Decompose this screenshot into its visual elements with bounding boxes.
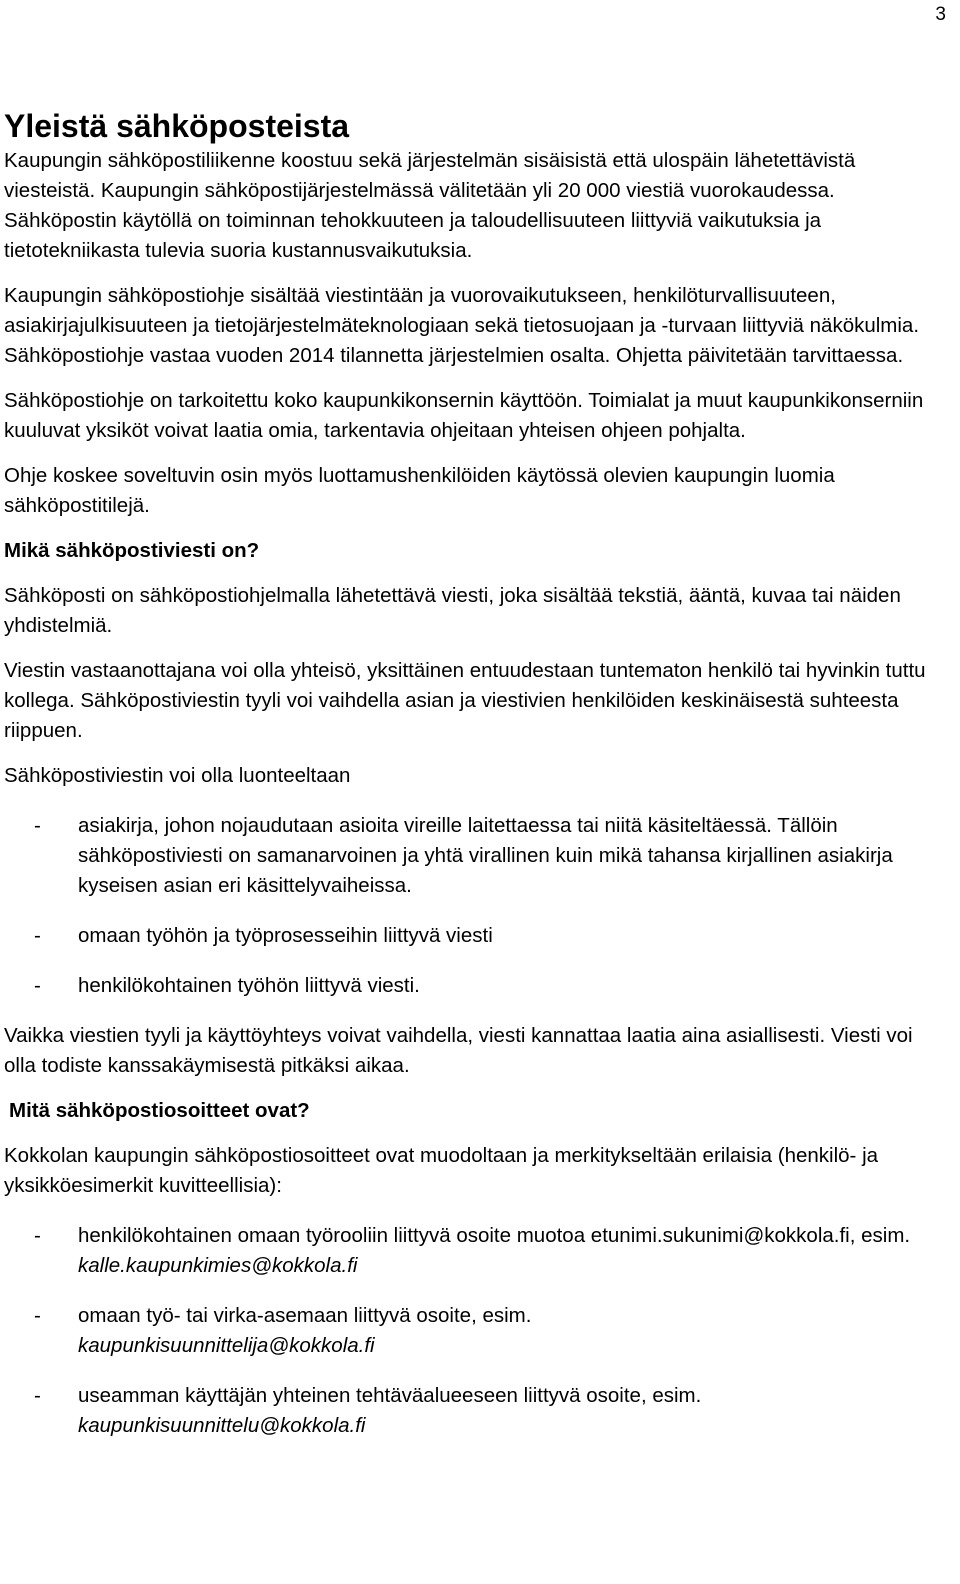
list-intro: Sähköpostiviestin voi olla luonteeltaan bbox=[4, 764, 351, 787]
recipient-paragraph: Viestin vastaanottajana voi olla yhteisö, yksittäinen entuudestaan tuntematon henkilö tai hyvinkin tuttu kollega. Sähköpostiviestin tyyli voi vaihdella asian ja viestivien henkilöiden keskinäisestä suhteesta riippuen. bbox=[4, 659, 926, 742]
list-item-text: omaan työ- tai virka-asemaan liittyvä osoite, esim. bbox=[78, 1304, 532, 1327]
list-dash: - bbox=[34, 924, 41, 947]
scope-paragraph: Kaupungin sähköpostiohje sisältää viestintään ja vuorovaikutukseen, henkilöturvallisuuteen, asiakirjajulkisuuteen ja tietojärjestelmäteknologiaan sekä tietosuojaan ja -turvaan liittyviä näkökulmia. Sähköpostiohje vastaa vuoden 2014 tilannetta järjestelmien osalta. Ohjetta päivitetään tarvittaessa. bbox=[4, 284, 920, 367]
email-example: kalle.kaupunkimies@kokkola.fi bbox=[78, 1254, 358, 1277]
trustees-paragraph: Ohje koskee soveltuvin osin myös luottamushenkilöiden käytössä olevien kaupungin luomia sähköpostitilejä. bbox=[4, 464, 835, 517]
list-dash: - bbox=[34, 1384, 41, 1407]
usage-paragraph: Sähköpostiohje on tarkoitettu koko kaupunkikonsernin käyttöön. Toimialat ja muut kaupunkikonserniin kuuluvat yksiköt voivat laatia omia, tarkentavia ohjeitaan yhteisen ohjeen pohjalta. bbox=[4, 389, 924, 442]
list-item bbox=[4, 1381, 949, 1441]
list-item-text: useamman käyttäjän yhteinen tehtäväalueeseen liittyvä osoite, esim. bbox=[78, 1384, 702, 1407]
intro-paragraph: Kaupungin sähköpostiliikenne koostuu sekä järjestelmän sisäisistä että ulospäin lähetettävistä viesteistä. Kaupungin sähköpostijärjestelmässä välitetään yli 20 000 viestiä vuorokaudessa. Sähköpostin käytöllä on toiminnan tehokkuuteen ja taloudellisuuteen liittyviä vaikutuksia ja tietotekniikasta tulevia suoria kustannusvaikutuksia. bbox=[4, 149, 856, 262]
address-list-wrap bbox=[4, 1221, 949, 1441]
email-nature-list bbox=[4, 811, 949, 1001]
list-dash: - bbox=[34, 814, 41, 837]
email-example: kaupunkisuunnittelu@kokkola.fi bbox=[78, 1414, 366, 1437]
list-item-text: asiakirja, johon nojaudutaan asioita vireille laitettaessa tai niitä käsiteltäessä. Tällöin sähköpostiviesti on samanarvoinen ja yhtä virallinen kuin mikä tahansa kirjallinen asiakirja kyseisen asian eri käsittelyvaiheissa. bbox=[78, 814, 893, 897]
page-title: Yleistä sähköposteista bbox=[4, 108, 350, 144]
list-item-text: omaan työhön ja työprosesseihin liittyvä viesti bbox=[78, 924, 493, 947]
email-definition-paragraph: Sähköposti on sähköpostiohjelmalla lähetettävä viesti, joka sisältää tekstiä, ääntä, kuvaa tai näiden yhdistelmiä. bbox=[4, 584, 901, 637]
list-item-text: henkilökohtainen omaan työrooliin liittyvä osoite muotoa etunimi.sukunimi@kokkola.fi, esim. bbox=[78, 1224, 911, 1247]
list-dash: - bbox=[34, 1304, 41, 1327]
email-example: kaupunkisuunnittelija@kokkola.fi bbox=[78, 1334, 375, 1357]
list-item bbox=[4, 811, 949, 901]
addresses-intro-paragraph: Kokkolan kaupungin sähköpostiosoitteet ovat muodoltaan ja merkitykseltään erilaisia (henkilö- ja yksikköesimerkit kuvitteellisia): bbox=[4, 1144, 879, 1197]
list-item bbox=[4, 1221, 949, 1281]
email-nature-list-wrap bbox=[4, 811, 949, 1001]
list-item bbox=[4, 921, 949, 951]
list-item-text: henkilökohtainen työhön liittyvä viesti. bbox=[78, 974, 420, 997]
list-item bbox=[4, 971, 949, 1001]
page-number: 3 bbox=[935, 4, 946, 25]
section-heading-email-addresses: Mitä sähköpostiosoitteet ovat? bbox=[9, 1099, 310, 1122]
address-list bbox=[4, 1221, 949, 1441]
document-body bbox=[4, 106, 949, 1441]
list-dash: - bbox=[34, 974, 41, 997]
list-item bbox=[4, 1301, 949, 1361]
closing-paragraph: Vaikka viestien tyyli ja käyttöyhteys voivat vaihdella, viesti kannattaa laatia aina asiallisesti. Viesti voi olla todiste kanssakäymisestä pitkäksi aikaa. bbox=[4, 1024, 913, 1077]
list-dash: - bbox=[34, 1224, 41, 1247]
section-heading-what-is-email: Mikä sähköpostiviesti on? bbox=[4, 539, 260, 562]
